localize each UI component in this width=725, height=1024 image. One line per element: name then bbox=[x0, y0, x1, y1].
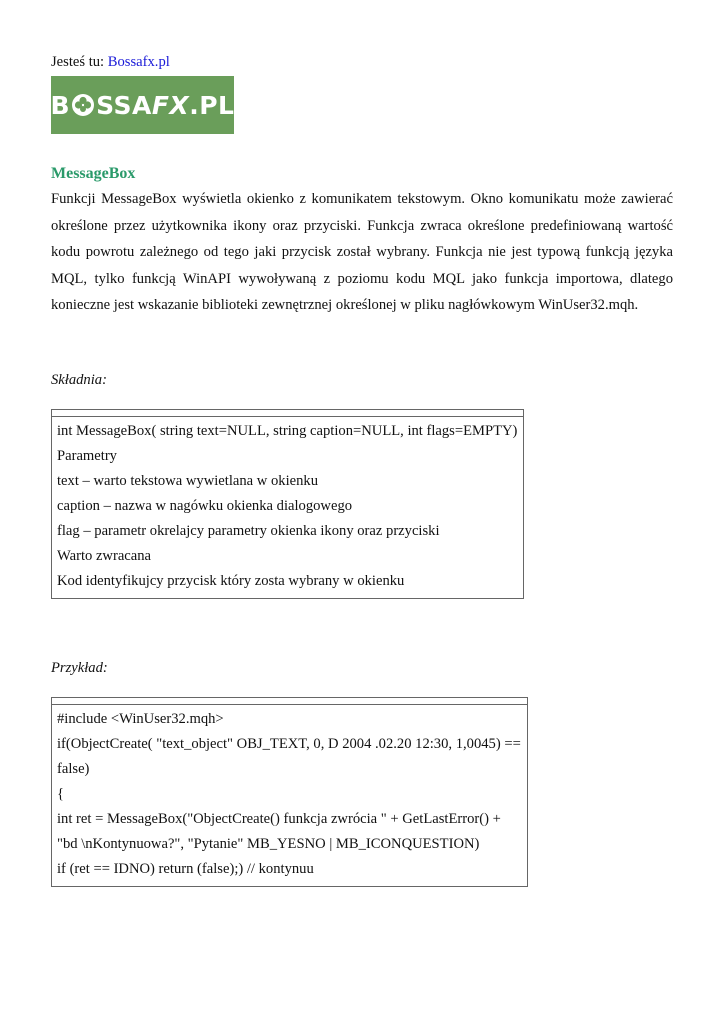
example-box-header bbox=[52, 698, 527, 705]
example-line: #include <WinUser32.mqh> bbox=[57, 711, 224, 727]
breadcrumb-home-link[interactable]: Bossafx.pl bbox=[107, 54, 170, 70]
syntax-line: caption – nazwa w nagówku okienka dialogowego bbox=[57, 498, 353, 514]
syntax-line: Warto zwracana bbox=[57, 548, 152, 564]
example-box bbox=[51, 697, 528, 887]
syntax-line: Parametry bbox=[57, 448, 117, 464]
syntax-line: text – warto tekstowa wywietlana w okienku bbox=[57, 473, 318, 489]
logo-text-b: B bbox=[50, 90, 71, 120]
logo-text-pl: .PL bbox=[189, 90, 235, 120]
syntax-line: Kod identyfikujcy przycisk który zosta wybrany w okienku bbox=[57, 573, 405, 589]
breadcrumb bbox=[51, 54, 170, 71]
example-line: "bd \nKontynuowa?", "Pytanie" MB_YESNO | MB_ICONQUESTION) bbox=[57, 836, 480, 852]
syntax-box bbox=[51, 409, 524, 599]
clover-icon bbox=[71, 93, 95, 117]
section-title: MessageBox bbox=[51, 165, 136, 182]
logo-wordmark bbox=[51, 91, 235, 120]
syntax-box-header bbox=[52, 410, 523, 417]
bossafx-logo[interactable] bbox=[51, 76, 234, 134]
syntax-box-body bbox=[52, 417, 523, 598]
example-line: if (ret == IDNO) return (false);) // kontynuu bbox=[57, 861, 314, 877]
syntax-line: flag – parametr okrelajcy parametry okienka ikony oraz przyciski bbox=[57, 523, 440, 539]
example-box-body bbox=[52, 705, 527, 886]
example-line: if(ObjectCreate( "text_object" OBJ_TEXT, 0, D 2004 .02.20 12:30, 1,0045) == bbox=[57, 736, 521, 752]
logo-text-fx: FX bbox=[151, 90, 190, 120]
syntax-label: Składnia: bbox=[51, 372, 107, 388]
example-line: { bbox=[57, 786, 65, 802]
logo-text-ssa: SSA bbox=[96, 90, 152, 120]
breadcrumb-prefix: Jesteś tu: bbox=[51, 54, 105, 70]
example-line: false) bbox=[57, 761, 90, 777]
example-line: int ret = MessageBox("ObjectCreate() funkcja zwrócia " + GetLastError() + bbox=[57, 811, 501, 827]
syntax-line: int MessageBox( string text=NULL, string caption=NULL, int flags=EMPTY) bbox=[57, 423, 518, 439]
section-paragraph: Funkcji MessageBox wyświetla okienko z komunikatem tekstowym. Okno komunikatu może zawierać określone przez użytkownika ikony oraz przyciski. Funkcja zwraca określone predefiniowaną wartość kodu powrotu zależnego od tego jaki przycisk został wybrany. Funkcja nie jest typową funkcją języka MQL, tylko funkcją WinAPI wywoływaną z poziomu kodu MQL jako funkcja importowa, dlatego konieczne jest wskazanie biblioteki zewnętrznej określonej w pliku nagłówkowym WinUser32.mqh. bbox=[51, 191, 673, 313]
example-label: Przykład: bbox=[51, 660, 108, 676]
